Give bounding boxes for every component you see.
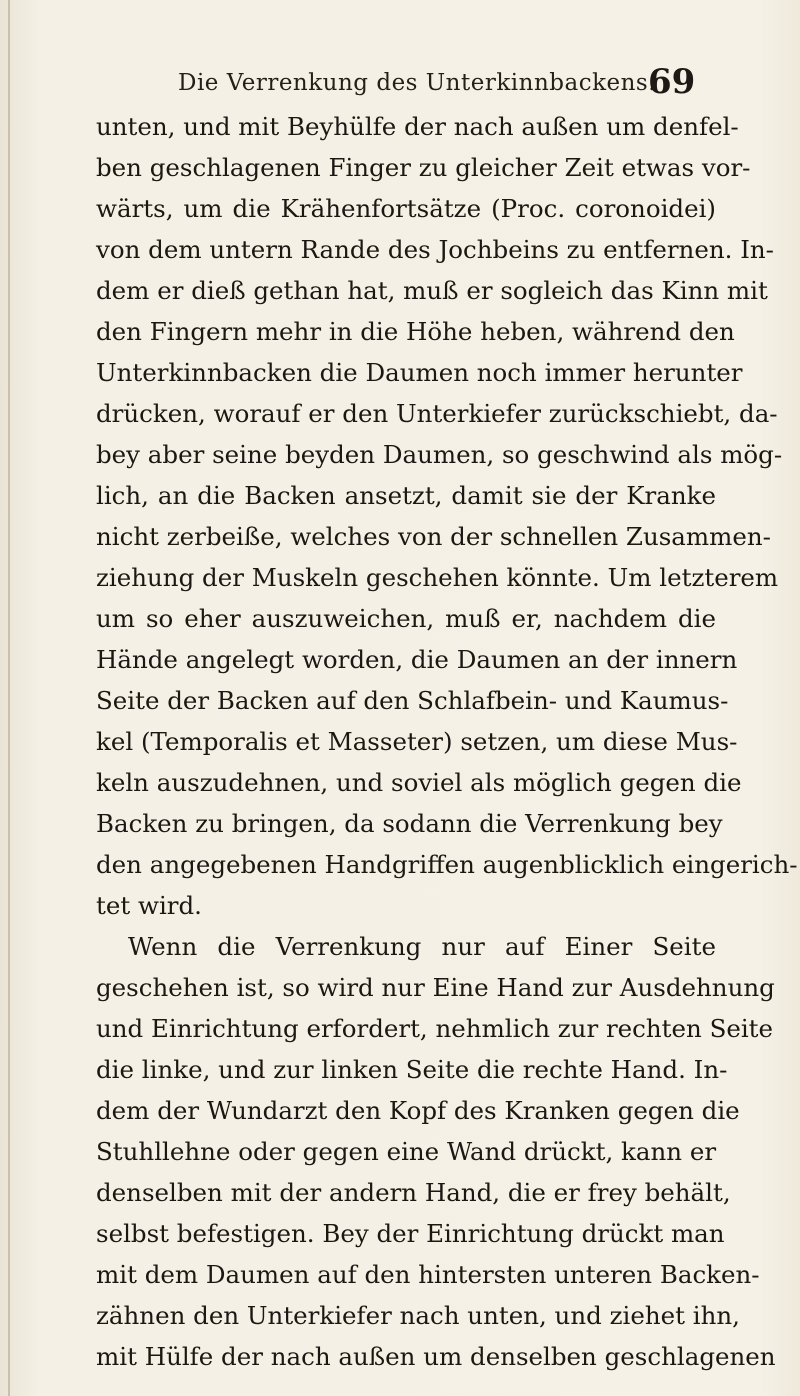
text-line: um so eher auszuweichen, muß er, nachdem die [96, 604, 716, 633]
text-line: den Fingern mehr in die Höhe heben, während den [96, 317, 735, 346]
text-line: mit Hülfe der nach außen um denselben geschlagenen [96, 1342, 776, 1371]
text-line: Hände angelegt worden, die Daumen an der innern [96, 645, 738, 674]
text-line: die linke, und zur linken Seite die rechte Hand. In- [96, 1055, 728, 1084]
running-title: Die Verrenkung des Unterkinnbackens. [178, 70, 657, 96]
text-line: dem der Wundarzt den Kopf des Kranken gegen die [96, 1096, 740, 1125]
text-line: mit dem Daumen auf den hintersten unteren Backen- [96, 1260, 760, 1289]
text-line: geschehen ist, so wird nur Eine Hand zur Ausdehnung [96, 973, 775, 1002]
body-text [96, 106, 798, 1377]
text-line: selbst befestigen. Bey der Einrichtung drückt man [96, 1219, 725, 1248]
text-line: keln auszudehnen, und soviel als möglich gegen die [96, 768, 742, 797]
text-line: ben geschlagenen Finger zu gleicher Zeit etwas vor- [96, 153, 751, 182]
text-line: kel (Temporalis et Masseter) setzen, um diese Mus- [96, 727, 738, 756]
text-line: den angegebenen Handgriffen augenblicklich eingerich- [96, 850, 798, 879]
text-line: drücken, worauf er den Unterkiefer zurückschiebt, da- [96, 399, 778, 428]
text-line: bey aber seine beyden Daumen, so geschwind als mög- [96, 440, 783, 469]
text-line: und Einrichtung erfordert, nehmlich zur rechten Seite [96, 1014, 774, 1043]
text-line: Backen zu bringen, da sodann die Verrenkung bey [96, 809, 723, 838]
text-line: Wenn die Verrenkung nur auf Einer Seite [128, 932, 716, 961]
text-line: unten, und mit Beyhülfe der nach außen um denfel- [96, 112, 739, 141]
text-line: nicht zerbeiße, welches von der schnellen Zusammen- [96, 522, 771, 551]
text-line: zähnen den Unterkiefer nach unten, und ziehet ihn, [96, 1301, 740, 1330]
text-line: Stuhllehne oder gegen eine Wand drückt, kann er [96, 1137, 717, 1166]
text-line: denselben mit der andern Hand, die er frey behält, [96, 1178, 731, 1207]
binding-edge [8, 0, 10, 1396]
page-number: 69 [648, 62, 696, 102]
text-line: ziehung der Muskeln geschehen könnte. Um letzterem [96, 563, 779, 592]
text-line: tet wird. [96, 891, 202, 920]
text-line: dem er dieß gethan hat, muß er sogleich das Kinn mit [96, 276, 768, 305]
page-header [0, 62, 800, 106]
text-line: wärts, um die Krähenfortsätze (Proc. coronoidei) [96, 194, 716, 223]
text-line: lich, an die Backen ansetzt, damit sie der Kranke [96, 481, 716, 510]
text-line: Seite der Backen auf den Schlafbein- und Kaumus- [96, 686, 729, 715]
text-line: Unterkinnbacken die Daumen noch immer herunter [96, 358, 743, 387]
text-line: von dem untern Rande des Jochbeins zu entfernen. In- [96, 235, 774, 264]
